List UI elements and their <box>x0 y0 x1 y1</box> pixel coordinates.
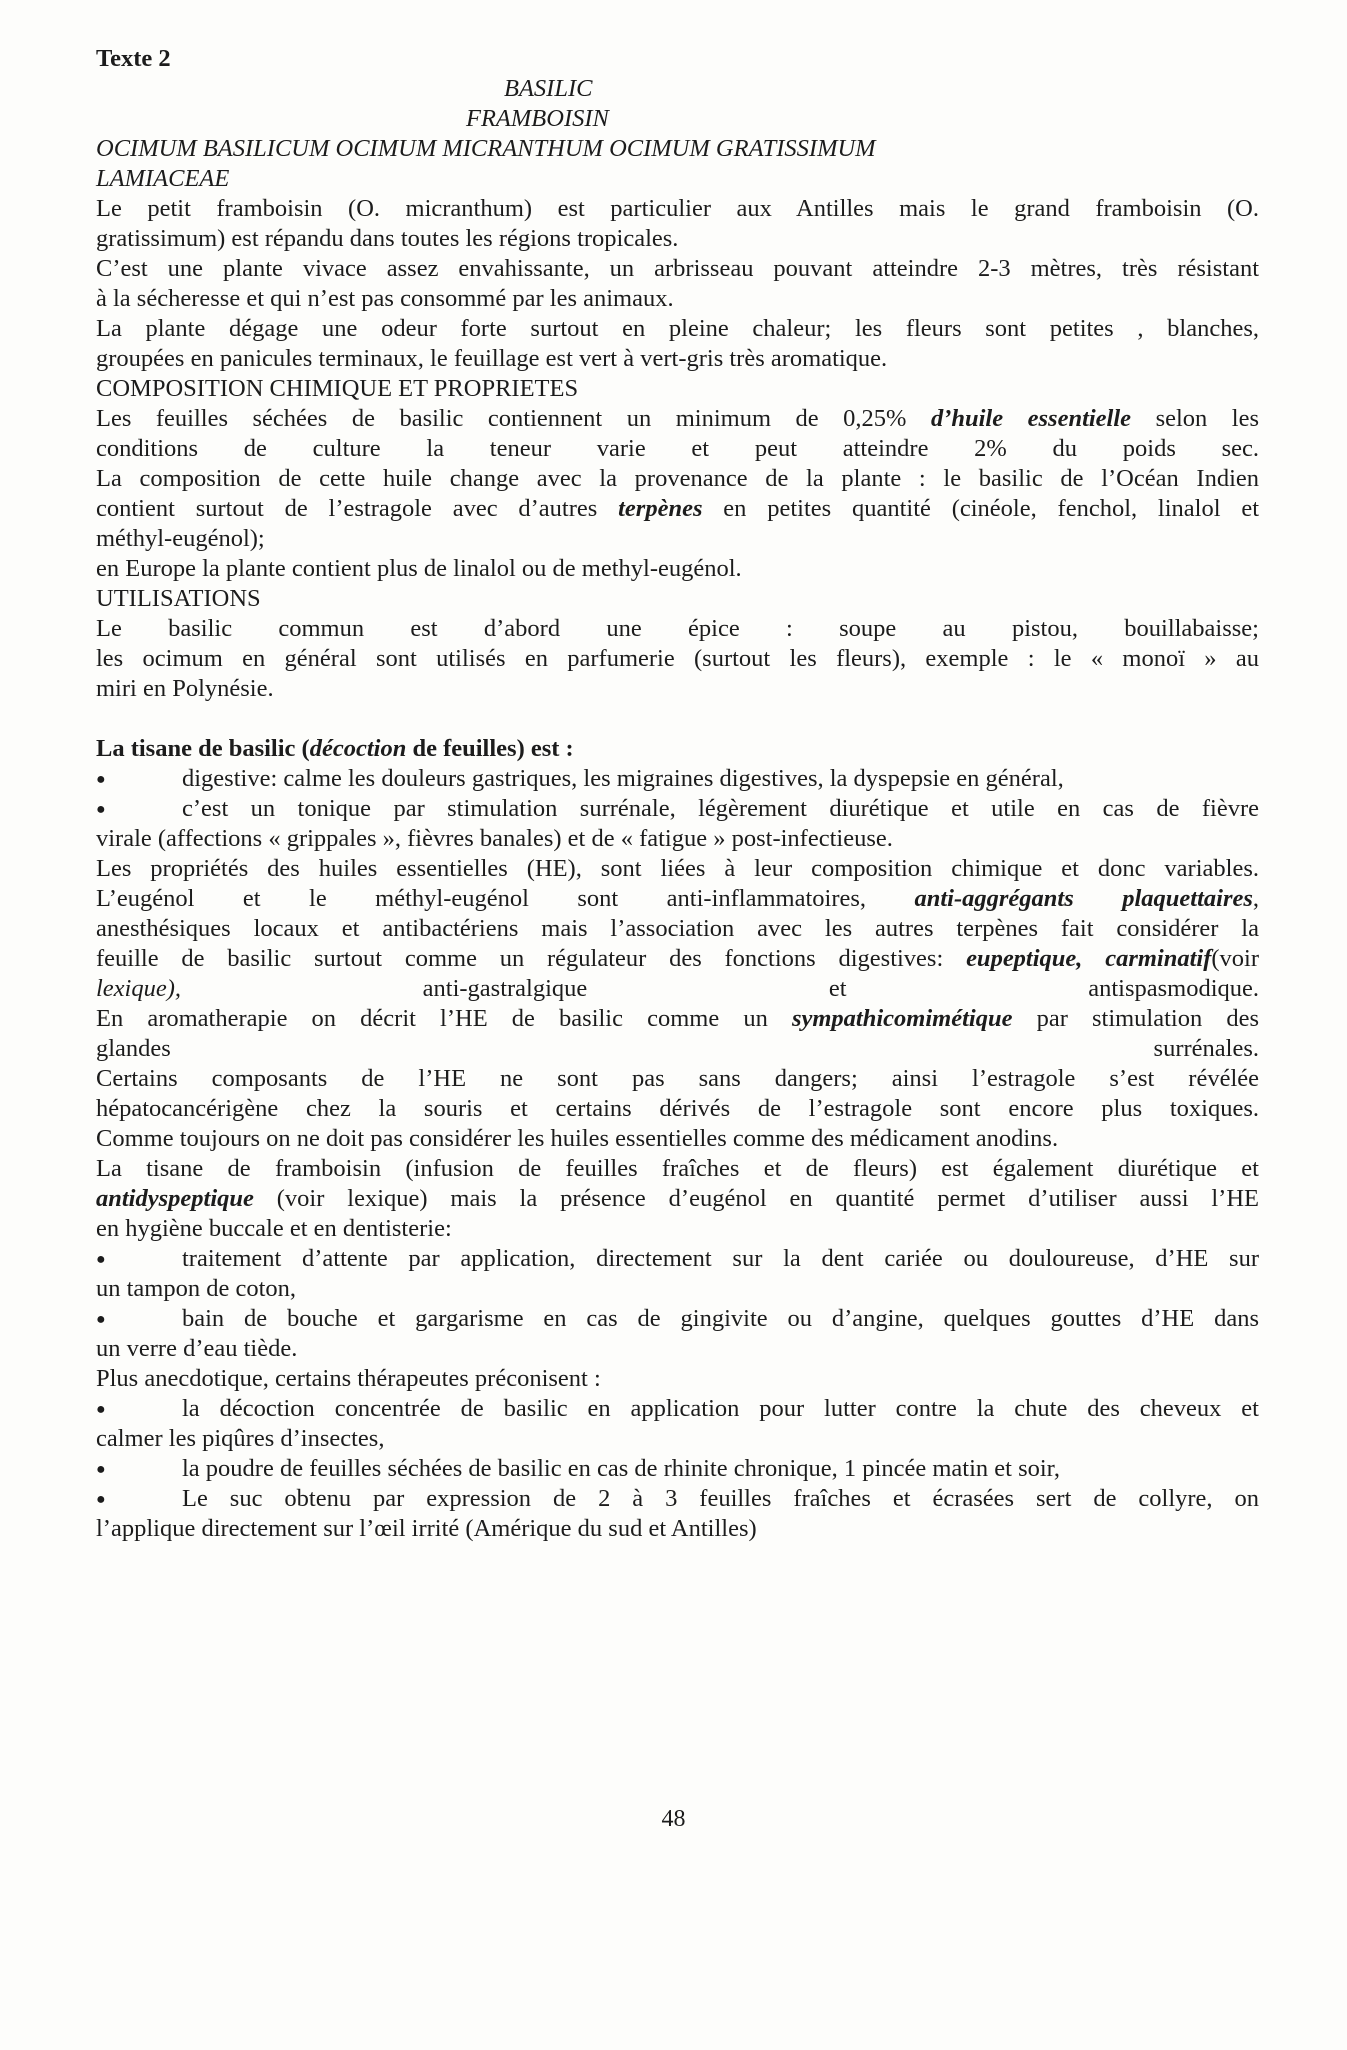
bullet-icon: ● <box>96 1251 106 1269</box>
body-line: Les propriétés des huiles essentielles (HE), sont liées à leur composition chimique et donc variables. <box>96 855 1259 882</box>
body-line: feuille de basilic surtout comme un régulateur des fonctions digestives: eupeptique, carminatif(voir <box>96 945 1259 972</box>
body-line: Certains composants de l’HE ne sont pas sans dangers; ainsi l’estragole s’est révélée <box>96 1065 1259 1092</box>
bullet-item: ● Le suc obtenu par expression de 2 à 3 feuilles fraîches et écrasées sert de collyre, on <box>96 1484 1259 1514</box>
intro-line: Le petit framboisin (O. micranthum) est particulier aux Antilles mais le grand framboisin (O. <box>96 195 1259 222</box>
body-line: Comme toujours on ne doit pas considérer les huiles essentielles comme des médicament anodins. <box>96 1125 1059 1152</box>
composition-line: contient surtout de l’estragole avec d’autres terpènes en petites quantité (cinéole, fenchol, linalol et <box>96 495 1259 522</box>
utilisations-line: Le basilic commun est d’abord une épice : soupe au pistou, bouillabaisse; <box>96 615 1259 642</box>
page-number: 48 <box>661 1806 686 1832</box>
latin-names: OCIMUM BASILICUM OCIMUM MICRANTHUM OCIMUM GRATISSIMUM <box>96 135 876 162</box>
intro-line: C’est une plante vivace assez envahissante, un arbrisseau pouvant atteindre 2-3 mètres, très résistant <box>96 255 1259 282</box>
intro-line: La plante dégage une odeur forte surtout en pleine chaleur; les fleurs sont petites , blanches, <box>96 315 1259 342</box>
bullet-item: ● la décoction concentrée de basilic en application pour lutter contre la chute des cheveux et <box>96 1394 1259 1424</box>
section-heading: UTILISATIONS <box>96 585 261 612</box>
body-line: Plus anecdotique, certains thérapeutes préconisent : <box>96 1365 601 1392</box>
composition-line: Les feuilles séchées de basilic contiennent un minimum de 0,25% d’huile essentielle selon les <box>96 405 1259 432</box>
intro-line: à la sécheresse et qui n’est pas consommé par les animaux. <box>96 285 674 312</box>
text-label: Texte 2 <box>96 45 171 72</box>
composition-line: conditions de culture la teneur varie et peut atteindre 2% du poids sec. <box>96 435 1259 462</box>
composition-line: en Europe la plante contient plus de linalol ou de methyl-eugénol. <box>96 555 742 582</box>
bullet-icon: ● <box>96 1311 106 1329</box>
bullet-continuation: un tampon de coton, <box>96 1275 297 1302</box>
bullet-icon: ● <box>96 1491 106 1509</box>
bullet-item: ● c’est un tonique par stimulation surrénale, légèrement diurétique et utile en cas de fièvre <box>96 794 1259 824</box>
body-line: en hygiène buccale et en dentisterie: <box>96 1215 452 1242</box>
body-line: antidyspeptique (voir lexique) mais la présence d’eugénol en quantité permet d’utiliser aussi l’HE <box>96 1185 1259 1212</box>
utilisations-line: les ocimum en général sont utilisés en parfumerie (surtout les fleurs), exemple : le « monoï » au <box>96 645 1259 672</box>
composition-line: La composition de cette huile change avec la provenance de la plante : le basilic de l’Océan Indien <box>96 465 1259 492</box>
bullet-icon: ● <box>96 801 106 819</box>
body-line: En aromatherapie on décrit l’HE de basilic comme un sympathicomimétique par stimulation des <box>96 1005 1259 1032</box>
body-line: hépatocancérigène chez la souris et certains dérivés de l’estragole sont encore plus toxiques. <box>96 1095 1259 1122</box>
bullet-item: ● digestive: calme les douleurs gastriques, les migraines digestives, la dyspepsie en général, <box>96 764 1259 794</box>
bullet-icon: ● <box>96 1461 106 1479</box>
document-page <box>96 44 1259 1544</box>
intro-line: gratissimum) est répandu dans toutes les régions tropicales. <box>96 225 679 252</box>
body-line: lexique), anti-gastralgique et antispasmodique. <box>96 975 1259 1002</box>
bullet-continuation: l’applique directement sur l’œil irrité (Amérique du sud et Antilles) <box>96 1515 757 1542</box>
body-line: L’eugénol et le méthyl-eugénol sont anti-inflammatoires, anti-aggrégants plaquettaires, <box>96 885 1259 912</box>
bullet-icon: ● <box>96 771 106 789</box>
bullet-continuation: virale (affections « grippales », fièvres banales) et de « fatigue » post-infectieuse. <box>96 825 893 852</box>
body-line: anesthésiques locaux et antibactériens mais l’association avec les autres terpènes fait considérer la <box>96 915 1259 942</box>
intro-line: groupées en panicules terminaux, le feuillage est vert à vert-gris très aromatique. <box>96 345 888 372</box>
composition-line: méthyl-eugénol); <box>96 525 265 552</box>
body-line: glandes surrénales. <box>96 1035 1259 1062</box>
family-name: LAMIACEAE <box>96 165 230 192</box>
section-heading: COMPOSITION CHIMIQUE ET PROPRIETES <box>96 375 579 402</box>
tisane-heading: La tisane de basilic (décoction de feuilles) est : <box>96 735 574 762</box>
bullet-item: ● la poudre de feuilles séchées de basilic en cas de rhinite chronique, 1 pincée matin et soir, <box>96 1454 1259 1484</box>
variety-title: FRAMBOISIN <box>466 105 609 132</box>
bullet-item: ● traitement d’attente par application, directement sur la dent cariée ou douloureuse, d’HE sur <box>96 1244 1259 1274</box>
bullet-item: ● bain de bouche et gargarisme en cas de gingivite ou d’angine, quelques gouttes d’HE dans <box>96 1304 1259 1334</box>
bullet-continuation: calmer les piqûres d’insectes, <box>96 1425 385 1452</box>
utilisations-line: miri en Polynésie. <box>96 675 274 702</box>
bullet-continuation: un verre d’eau tiède. <box>96 1335 298 1362</box>
body-line: La tisane de framboisin (infusion de feuilles fraîches et de fleurs) est également diurétique et <box>96 1155 1259 1182</box>
bullet-icon: ● <box>96 1401 106 1419</box>
plant-title: BASILIC <box>504 75 593 102</box>
